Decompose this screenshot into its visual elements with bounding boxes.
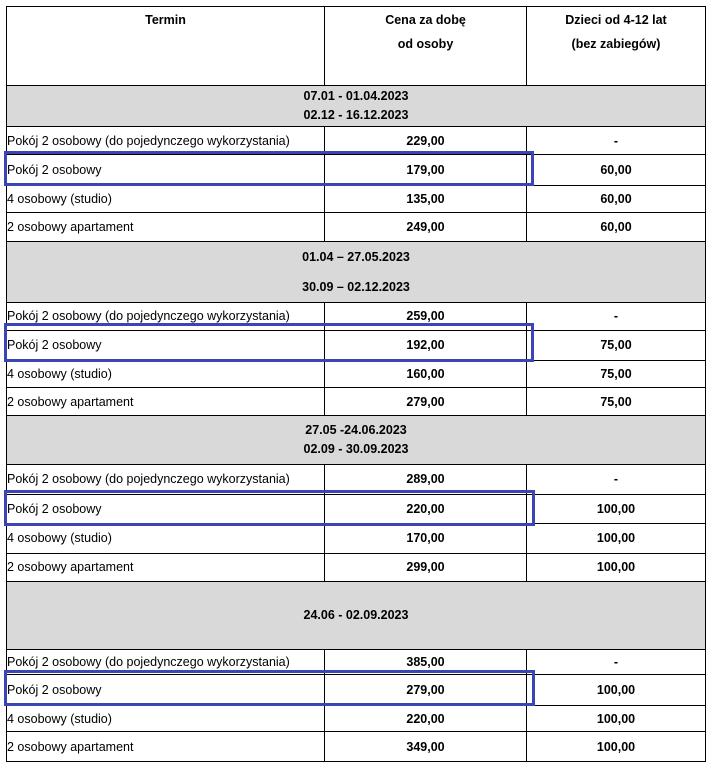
room-name: Pokój 2 osobowy [7, 331, 325, 360]
child-price: 100,00 [527, 524, 706, 553]
table-row [7, 331, 706, 360]
room-name: 2 osobowy apartament [7, 732, 325, 762]
child-price: 60,00 [527, 155, 706, 185]
table-row [7, 650, 706, 675]
header-children-line2: (bez zabiegów) [571, 37, 661, 51]
room-price: 279,00 [325, 675, 527, 705]
room-price: 135,00 [325, 185, 527, 212]
period-cell [7, 86, 706, 127]
room-price: 160,00 [325, 360, 527, 387]
table-row [7, 126, 706, 154]
child-price: 100,00 [527, 553, 706, 581]
room-name: Pokój 2 osobowy [7, 675, 325, 705]
period-cell [7, 416, 706, 465]
room-name: 2 osobowy apartament [7, 553, 325, 581]
price-table [6, 6, 706, 762]
child-price: - [527, 302, 706, 330]
child-price: 60,00 [527, 213, 706, 241]
room-price: 279,00 [325, 387, 527, 415]
period-line1: 01.04 – 27.05.2023 [302, 249, 410, 264]
header-price-line2: od osoby [397, 37, 454, 51]
header-price-line1: Cena za dobę [385, 13, 466, 27]
child-price: - [527, 465, 706, 494]
child-price: - [527, 126, 706, 154]
table-row [7, 553, 706, 581]
room-price: 220,00 [325, 494, 527, 523]
table-row [7, 213, 706, 241]
period-line2: 02.09 - 30.09.2023 [303, 442, 409, 457]
room-price: 192,00 [325, 331, 527, 360]
table-row [7, 494, 706, 523]
table-row [7, 387, 706, 415]
room-name: Pokój 2 osobowy (do pojedynczego wykorzystania) [7, 126, 325, 154]
child-price: 75,00 [527, 331, 706, 360]
period-line1: 24.06 - 02.09.2023 [303, 607, 409, 622]
room-price: 349,00 [325, 732, 527, 762]
room-name: Pokój 2 osobowy [7, 155, 325, 185]
child-price: - [527, 650, 706, 675]
header-termin [7, 7, 325, 86]
table-row [7, 675, 706, 705]
table-row [7, 360, 706, 387]
period-line1: 27.05 -24.06.2023 [305, 423, 407, 438]
table-row [7, 465, 706, 494]
table-row [7, 155, 706, 185]
header-price [325, 7, 527, 86]
room-name: 4 osobowy (studio) [7, 360, 325, 387]
header-termin-text: Termin [145, 13, 186, 27]
child-price: 100,00 [527, 732, 706, 762]
room-price: 179,00 [325, 155, 527, 185]
room-name: 2 osobowy apartament [7, 213, 325, 241]
child-price: 75,00 [527, 387, 706, 415]
child-price: 60,00 [527, 185, 706, 212]
room-price: 385,00 [325, 650, 527, 675]
child-price: 100,00 [527, 675, 706, 705]
table-row [7, 302, 706, 330]
period-line1: 07.01 - 01.04.2023 [303, 89, 409, 104]
room-name: Pokój 2 osobowy (do pojedynczego wykorzystania) [7, 465, 325, 494]
header-children-line1: Dzieci od 4-12 lat [565, 13, 667, 27]
period-line2: 02.12 - 16.12.2023 [303, 108, 409, 123]
period-row [7, 416, 706, 465]
table-row [7, 185, 706, 212]
table-row [7, 524, 706, 553]
child-price: 100,00 [527, 494, 706, 523]
period-cell [7, 241, 706, 302]
room-name: Pokój 2 osobowy [7, 494, 325, 523]
room-price: 299,00 [325, 553, 527, 581]
period-row [7, 86, 706, 127]
room-name: Pokój 2 osobowy (do pojedynczego wykorzystania) [7, 302, 325, 330]
child-price: 75,00 [527, 360, 706, 387]
room-price: 220,00 [325, 705, 527, 731]
room-price: 289,00 [325, 465, 527, 494]
period-row [7, 241, 706, 302]
room-name: 4 osobowy (studio) [7, 705, 325, 731]
period-line2: 30.09 – 02.12.2023 [302, 279, 410, 294]
room-price: 259,00 [325, 302, 527, 330]
table-row [7, 732, 706, 762]
room-name: Pokój 2 osobowy (do pojedynczego wykorzystania) [7, 650, 325, 675]
room-name: 4 osobowy (studio) [7, 185, 325, 212]
room-price: 229,00 [325, 126, 527, 154]
period-row [7, 581, 706, 649]
room-name: 4 osobowy (studio) [7, 524, 325, 553]
period-cell [7, 581, 706, 649]
table-row [7, 705, 706, 731]
room-price: 249,00 [325, 213, 527, 241]
header-children [527, 7, 706, 86]
room-price: 170,00 [325, 524, 527, 553]
room-name: 2 osobowy apartament [7, 387, 325, 415]
table-header-row [7, 7, 706, 86]
child-price: 100,00 [527, 705, 706, 731]
